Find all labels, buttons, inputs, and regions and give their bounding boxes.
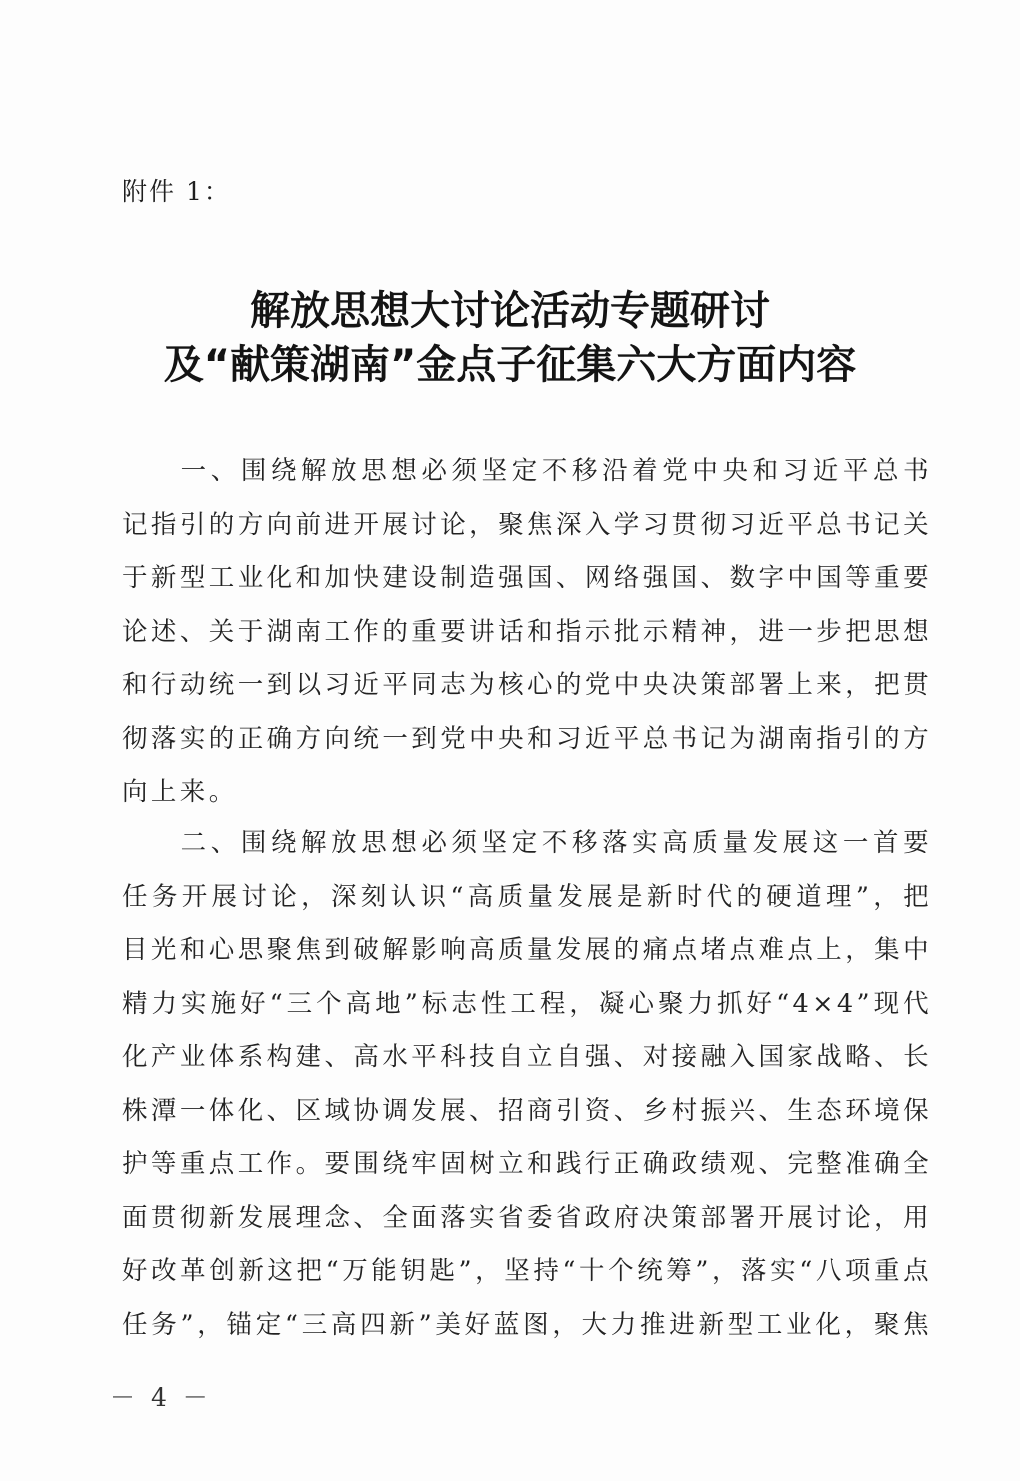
page-number: － 4 － [110, 1383, 212, 1412]
paragraph-2: 二、围绕解放思想必须坚定不移落实高质量发展这一首要任务开展讨论，深刻认识“高质量发展是新时代的硬道理”，把目光和心思聚焦到破解影响高质量发展的痛点堵点难点上，集中精力实施好“三个高地”标志性工程，凝心聚力抓好“4×4”现代化产业体系构建、高水平科技自立自强、对接融入国家战略、长株潭一体化、区域协调发展、招商引资、乡村振兴、生态环境保护等重点工作。要围绕牢固树立和践行正确政绩观、完整准确全面贯彻新发展理念、全面落实省委省政府决策部署开展讨论，用好改革创新这把“万能钥匙”，坚持“十个统筹”，落实“八项重点任务”，锚定“三高四新”美好蓝图，大力推进新型工业化，聚焦 [122, 828, 932, 1340]
document-title-line-1: 解放思想大讨论活动专题研讨 [250, 288, 770, 334]
document-title-line-2: 及“献策湖南”金点子征集六大方面内容 [163, 342, 857, 388]
paragraph-1: 一、围绕解放思想必须坚定不移沿着党中央和习近平总书记指引的方向前进开展讨论，聚焦深入学习贯彻习近平总书记关于新型工业化和加快建设制造强国、网络强国、数字中国等重要论述、关于湖南工作的重要讲话和指示批示精神，进一步把思想和行动统一到以习近平同志为核心的党中央决策部署上来，把贯彻落实的正确方向统一到党中央和习近平总书记为湖南指引的方向上来。 [122, 456, 932, 807]
attachment-label: 附件 1： [122, 177, 231, 206]
